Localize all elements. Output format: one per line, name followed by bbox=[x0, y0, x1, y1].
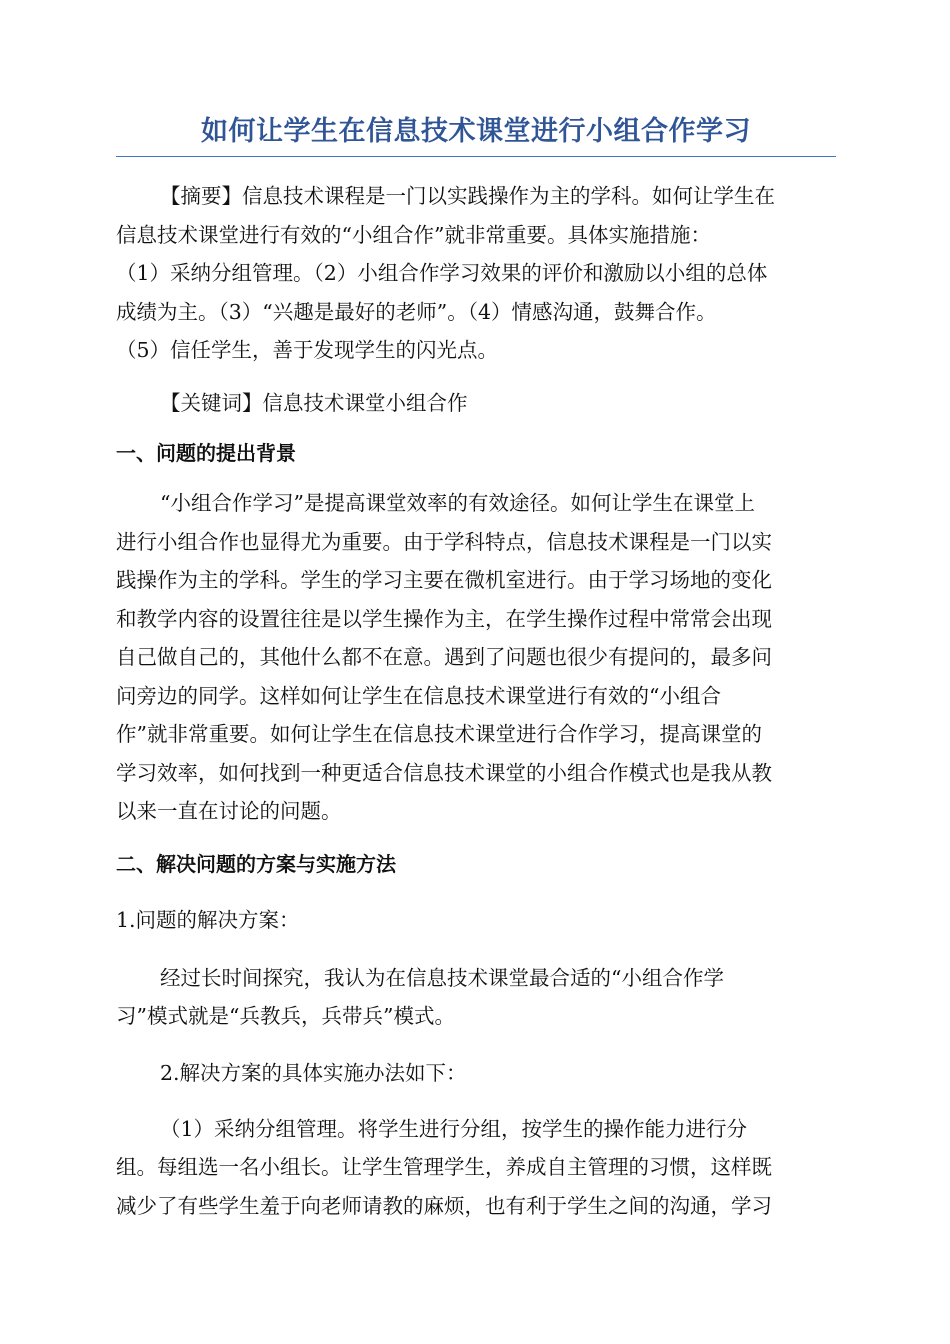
document-title: 如何让学生在信息技术课堂进行小组合作学习 bbox=[116, 112, 836, 157]
paragraph-line: 习”模式就是“兵教兵，兵带兵”模式。 bbox=[116, 1004, 455, 1028]
paragraph-line: 问旁边的同学。这样如何让学生在信息技术课堂进行有效的“小组合 bbox=[116, 683, 721, 708]
paragraph-line: 减少了有些学生羞于向老师请教的麻烦，也有利于学生之间的沟通，学习 bbox=[116, 1193, 772, 1218]
paragraph-line: 进行小组合作也显得尤为重要。由于学科特点，信息技术课程是一门以实 bbox=[116, 529, 772, 554]
abstract bbox=[116, 177, 836, 370]
section-heading: 二、解决问题的方案与实施方法 bbox=[116, 851, 396, 876]
subsection-heading: 1.问题的解决方案： bbox=[116, 907, 300, 932]
paragraph-line: 经过长时间探究，我认为在信息技术课堂最合适的“小组合作学 bbox=[160, 965, 724, 990]
paragraph-line: 自己做自己的，其他什么都不在意。遇到了问题也很少有提问的，最多问 bbox=[116, 645, 772, 669]
abstract-line: （5）信任学生，善于发现学生的闪光点。 bbox=[116, 338, 499, 362]
section1-body bbox=[116, 484, 836, 831]
subsection1-body bbox=[116, 959, 836, 1036]
paragraph-line: 以来一直在讨论的问题。 bbox=[116, 799, 342, 823]
keywords-line: 【关键词】信息技术课堂小组合作 bbox=[160, 390, 468, 415]
paragraph-line: “小组合作学习”是提高课堂效率的有效途径。如何让学生在课堂上 bbox=[160, 491, 755, 515]
paragraph-line: 践操作为主的学科。学生的学习主要在微机室进行。由于学习场地的变化 bbox=[116, 568, 772, 592]
paragraph-line: 学习效率，如何找到一种更适合信息技术课堂的小组合作模式也是我从教 bbox=[116, 760, 772, 785]
subsection2-body bbox=[116, 1110, 836, 1226]
abstract-line: 成绩为主。（3）“兴趣是最好的老师”。（4）情感沟通，鼓舞合作。 bbox=[116, 299, 717, 324]
keywords bbox=[116, 384, 836, 423]
section-heading: 一、问题的提出背景 bbox=[116, 441, 296, 465]
subsection-heading: 2.解决方案的具体实施办法如下： bbox=[160, 1060, 467, 1085]
abstract-line: （1）采纳分组管理。（2）小组合作学习效果的评价和激励以小组的总体 bbox=[116, 261, 768, 285]
abstract-line: 【摘要】信息技术课程是一门以实践操作为主的学科。如何让学生在 bbox=[160, 184, 775, 208]
document-page bbox=[116, 112, 836, 1225]
abstract-line: 信息技术课堂进行有效的“小组合作”就非常重要。具体实施措施： bbox=[116, 222, 711, 247]
paragraph-line: 作”就非常重要。如何让学生在信息技术课堂进行合作学习，提高课堂的 bbox=[116, 722, 762, 746]
paragraph-line: 和教学内容的设置往往是以学生操作为主，在学生操作过程中常常会出现 bbox=[116, 606, 772, 631]
paragraph-line: 组。每组选一名小组长。让学生管理学生，养成自主管理的习惯，这样既 bbox=[116, 1155, 772, 1179]
paragraph-line: （1）采纳分组管理。将学生进行分组，按学生的操作能力进行分 bbox=[160, 1116, 748, 1141]
